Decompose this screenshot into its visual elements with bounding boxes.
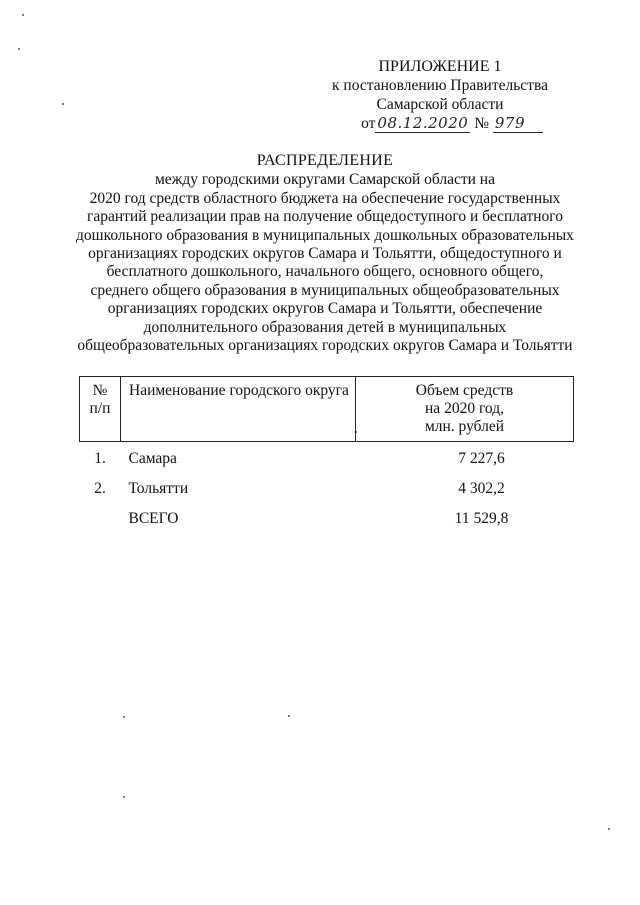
row-name: Тольятти bbox=[128, 480, 189, 497]
heading-line: бесплатного дошкольного, начального общего, основного общего, bbox=[106, 263, 544, 281]
scan-speck bbox=[608, 828, 610, 830]
row-number: 2. bbox=[94, 480, 106, 497]
row-value: 7 227,6 bbox=[458, 450, 505, 467]
header-value-line: Объем средств bbox=[415, 382, 514, 399]
header-value-line: млн. рублей bbox=[424, 418, 505, 435]
number-label: № bbox=[474, 115, 489, 132]
scan-speck bbox=[18, 48, 20, 50]
heading-line: организациях городских округов Самара и Тольятти, обеспечение bbox=[107, 300, 543, 318]
document-heading bbox=[60, 152, 590, 355]
header-number-abbr: п/п bbox=[89, 400, 111, 417]
scan-speck bbox=[123, 716, 125, 718]
heading-title: РАСПРЕДЕЛЕНИЕ bbox=[256, 152, 394, 169]
appendix-title: ПРИЛОЖЕНИЕ 1 bbox=[378, 58, 502, 75]
appendix-line-1: к постановлению Правительства bbox=[332, 77, 548, 94]
heading-line: среднего общего образования в муниципальных общеобразовательных bbox=[90, 281, 560, 299]
distribution-table bbox=[79, 376, 574, 534]
heading-line: гарантий реализации прав на получение общедоступного и бесплатного bbox=[87, 208, 563, 226]
appendix-block bbox=[315, 57, 565, 133]
header-name: Наименование городского округа bbox=[121, 377, 356, 442]
table-row bbox=[80, 442, 574, 475]
scan-speck bbox=[123, 796, 125, 798]
scan-speck bbox=[288, 715, 290, 717]
row-name: Самара bbox=[128, 450, 177, 467]
total-label: ВСЕГО bbox=[128, 510, 179, 527]
handwritten-date: 08.12.2020 bbox=[377, 114, 469, 132]
heading-line: организациях городских округов Самара и Тольятти, общедоступного и bbox=[88, 245, 562, 263]
heading-line: дошкольного образования в муниципальных дошкольных образовательных bbox=[76, 226, 574, 244]
heading-line: дополнительного образования детей в муниципальных bbox=[143, 318, 507, 336]
table-total-row bbox=[80, 504, 574, 534]
total-value: 11 529,8 bbox=[454, 510, 509, 527]
appendix-line-2: Самарской области bbox=[376, 96, 504, 113]
from-label: от bbox=[361, 115, 376, 132]
scan-speck bbox=[62, 103, 64, 105]
heading-line: общеобразовательных организациях городских округов Самара и Тольятти bbox=[77, 337, 573, 355]
header-value-line: на 2020 год, bbox=[425, 400, 504, 417]
header-number bbox=[80, 377, 121, 442]
row-value: 4 302,2 bbox=[458, 480, 505, 497]
appendix-date-line bbox=[315, 114, 565, 133]
heading-line: между городскими округами Самарской области на bbox=[154, 171, 495, 189]
table-header-row bbox=[80, 377, 574, 442]
header-number-sign: № bbox=[92, 382, 108, 399]
handwritten-number: 979 bbox=[493, 114, 543, 133]
total-number-empty bbox=[80, 504, 121, 534]
table-row bbox=[80, 474, 574, 504]
heading-line: 2020 год средств областного бюджета на обеспечение государственных bbox=[89, 189, 561, 207]
row-number: 1. bbox=[94, 450, 106, 467]
scan-speck bbox=[22, 14, 24, 16]
header-value bbox=[356, 377, 574, 442]
